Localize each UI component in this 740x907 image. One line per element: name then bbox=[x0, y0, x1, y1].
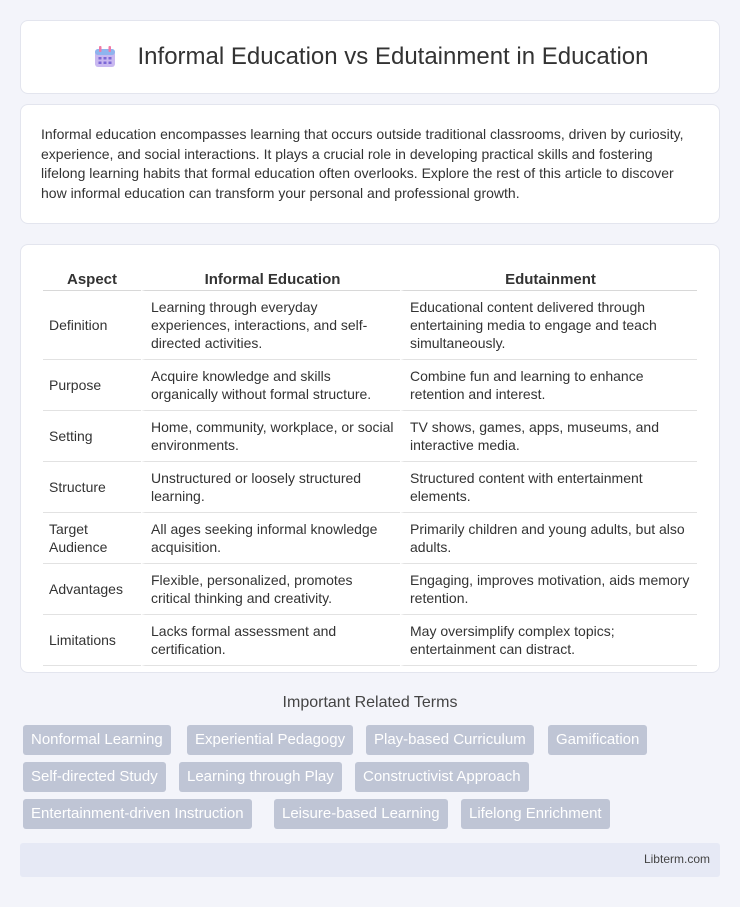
informal-cell: Home, community, workplace, or social environments. bbox=[141, 411, 400, 462]
aspect-cell: Definition bbox=[43, 291, 141, 360]
table-header-row bbox=[43, 265, 697, 291]
aspect-cell: Purpose bbox=[43, 360, 141, 411]
comparison-table bbox=[43, 265, 697, 666]
aspect-cell: Setting bbox=[43, 411, 141, 462]
edutainment-cell: Engaging, improves motivation, aids memory retention. bbox=[400, 564, 697, 615]
intro-text: Informal education encompasses learning that occurs outside traditional classrooms, driven by curiosity, experience, and social interactions. It plays a crucial role in developing practical skills and fostering lifelong learning habits that formal education often overlooks. Explore the rest of this article to discover how informal education can transform your personal and professional growth. bbox=[41, 126, 684, 201]
comparison-card bbox=[20, 244, 720, 673]
edutainment-cell: Primarily children and young adults, but also adults. bbox=[400, 513, 697, 564]
edutainment-cell: Structured content with entertainment elements. bbox=[400, 462, 697, 513]
table-row bbox=[43, 462, 697, 513]
informal-cell: Lacks formal assessment and certification. bbox=[141, 615, 400, 666]
related-term-tag[interactable]: Leisure-based Learning bbox=[274, 799, 448, 829]
informal-cell: Acquire knowledge and skills organically without formal structure. bbox=[141, 360, 400, 411]
header-card bbox=[20, 20, 720, 94]
page-title: Informal Education vs Edutainment in Education bbox=[137, 43, 649, 70]
related-term-tag[interactable]: Self-directed Study bbox=[23, 762, 166, 792]
footer bbox=[20, 843, 720, 877]
informal-cell: Learning through everyday experiences, interactions, and self-directed activities. bbox=[141, 291, 400, 360]
aspect-cell: Structure bbox=[43, 462, 141, 513]
table-row bbox=[43, 615, 697, 666]
column-header-aspect: Aspect bbox=[43, 265, 141, 291]
related-term-tag[interactable]: Lifelong Enrichment bbox=[461, 799, 610, 829]
table-row bbox=[43, 564, 697, 615]
aspect-cell: Advantages bbox=[43, 564, 141, 615]
aspect-cell: Target Audience bbox=[43, 513, 141, 564]
table-row bbox=[43, 291, 697, 360]
table-row bbox=[43, 513, 697, 564]
related-term-tag[interactable]: Learning through Play bbox=[179, 762, 342, 792]
informal-cell: Flexible, personalized, promotes critical thinking and creativity. bbox=[141, 564, 400, 615]
footer-brand-link[interactable]: Libterm.com bbox=[643, 852, 710, 866]
edutainment-cell: Combine fun and learning to enhance retention and interest. bbox=[400, 360, 697, 411]
related-term-tag[interactable]: Play-based Curriculum bbox=[366, 725, 534, 755]
informal-cell: All ages seeking informal knowledge acquisition. bbox=[141, 513, 400, 564]
intro-card bbox=[20, 104, 720, 224]
column-header-edutainment: Edutainment bbox=[400, 265, 697, 291]
related-term-tag[interactable]: Nonformal Learning bbox=[23, 725, 171, 755]
related-term-tag[interactable]: Experiential Pedagogy bbox=[187, 725, 353, 755]
related-terms-title: Important Related Terms bbox=[282, 694, 458, 711]
related-term-tag[interactable]: Entertainment-driven Instruction bbox=[23, 799, 252, 829]
aspect-cell: Limitations bbox=[43, 615, 141, 666]
column-header-informal-education: Informal Education bbox=[141, 265, 400, 291]
edutainment-cell: TV shows, games, apps, museums, and interactive media. bbox=[400, 411, 697, 462]
edutainment-cell: May oversimplify complex topics; entertainment can distract. bbox=[400, 615, 697, 666]
edutainment-cell: Educational content delivered through entertaining media to engage and teach simultaneously. bbox=[400, 291, 697, 360]
table-row bbox=[43, 411, 697, 462]
related-term-tag[interactable]: Gamification bbox=[548, 725, 647, 755]
informal-cell: Unstructured or loosely structured learning. bbox=[141, 462, 400, 513]
calendar-icon bbox=[92, 44, 118, 70]
table-row bbox=[43, 360, 697, 411]
related-term-tag[interactable]: Constructivist Approach bbox=[355, 762, 529, 792]
